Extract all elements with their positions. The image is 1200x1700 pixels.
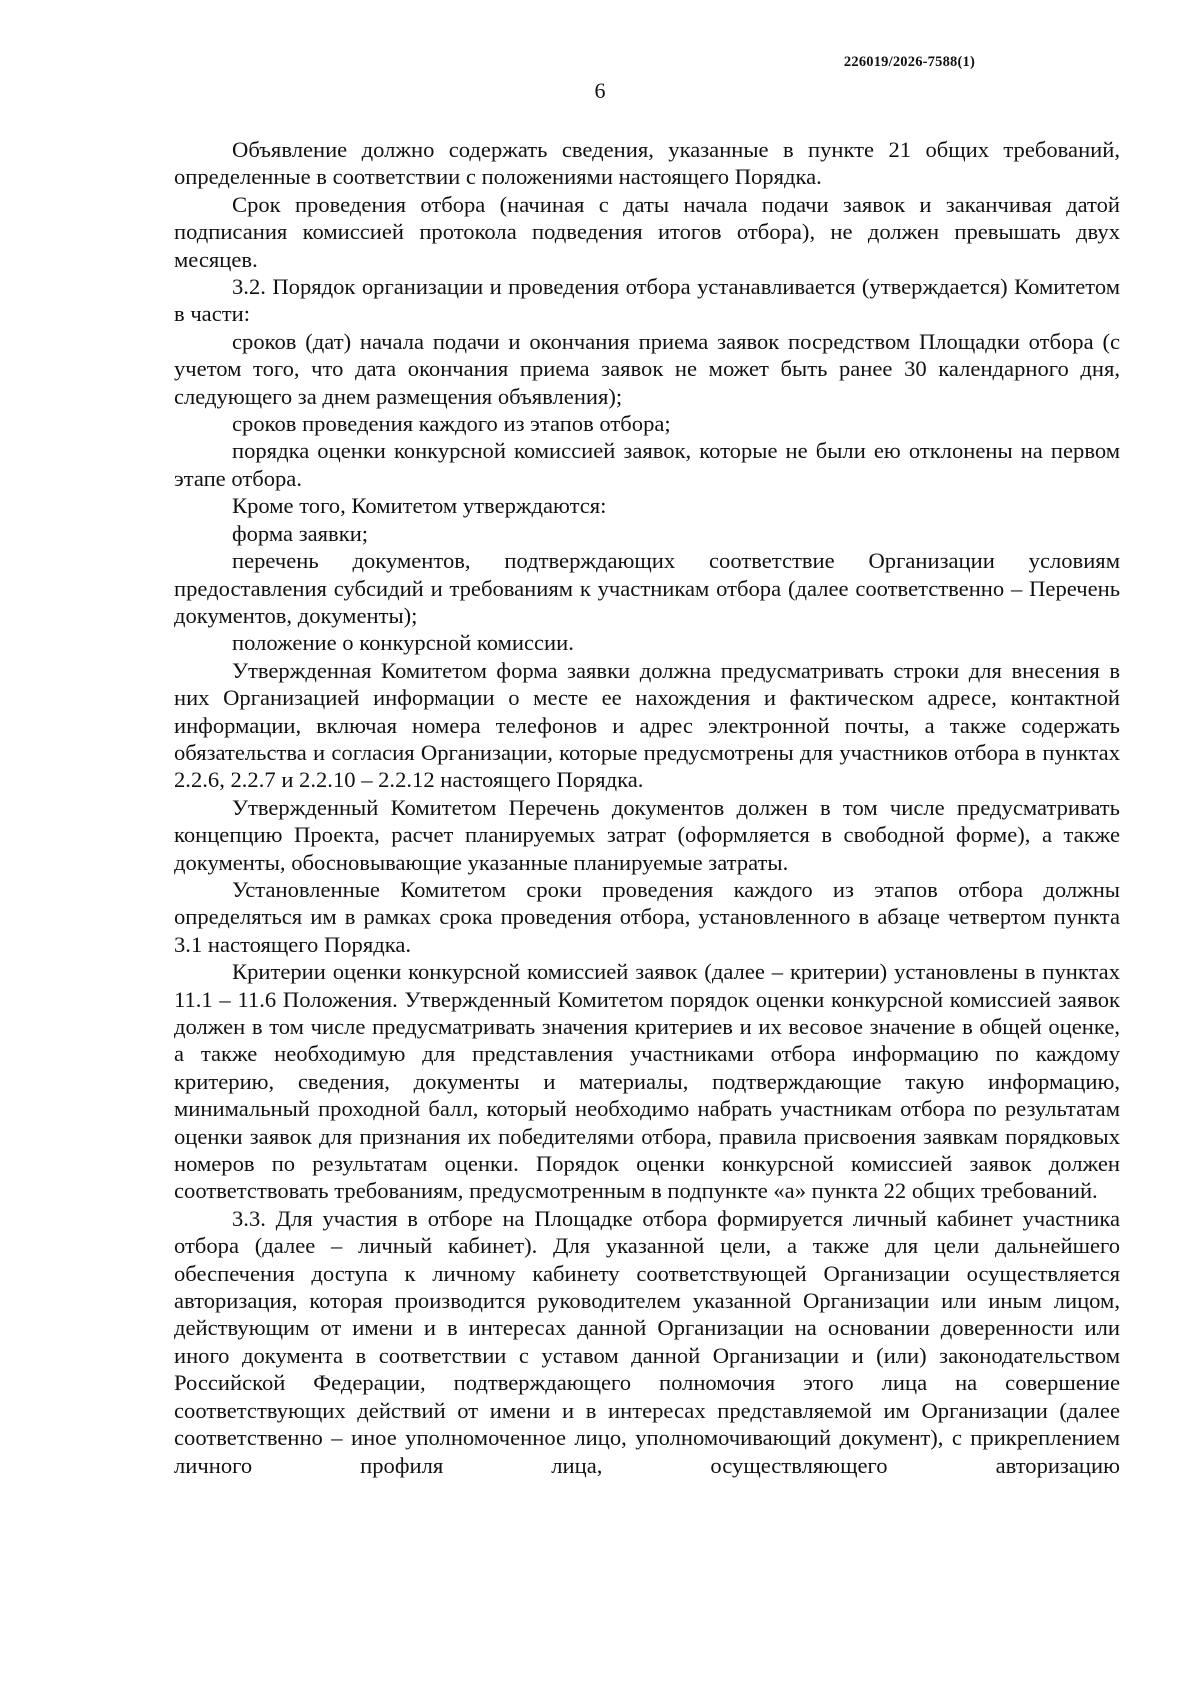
- paragraph: форма заявки;: [232, 520, 369, 546]
- paragraph: Срок проведения отбора (начиная с даты начала подачи заявок и заканчивая датой подписания комиссией протокола подведения итогов отбора), не должен превышать двух месяцев.: [174, 191, 1120, 272]
- paragraph: Критерии оценки конкурсной комиссией заявок (далее – критерии) установлены в пунктах 11.1 – 11.6 Положения. Утвержденный Комитетом порядок оценки конкурсной комиссией заявок должен в том числе предусматривать значения критериев и их весовое значение в общей оценке, а также необходимую для представления участниками отбора информацию по каждому критерию, сведения, документы и материалы, подтверждающие такую информацию, минимальный проходной балл, который необходимо набрать участникам отбора по результатам оценки заявок для признания их победителями отбора, правила присвоения заявкам порядковых номеров по результатам оценки. Порядок оценки конкурсной комиссией заявок должен соответствовать требованиям, предусмотренным в подпункте «а» пункта 22 общих требований.: [174, 959, 1120, 1204]
- paragraph: перечень документов, подтверждающих соответствие Организации условиям предоставления субсидий и требованиям к участникам отбора (далее соответственно – Перечень документов, документы);: [174, 548, 1120, 628]
- paragraph: Утвержденный Комитетом Перечень документов должен в том числе предусматривать концепцию Проекта, расчет планируемых затрат (оформляется в свободной форме), а также документы, обосновывающие указанные планируемые затраты.: [174, 794, 1120, 875]
- paragraph: 3.2. Порядок организации и проведения отбора устанавливается (утверждается) Комитетом в части:: [174, 274, 1120, 327]
- paragraph: порядка оценки конкурсной комиссией заявок, которые не были ею отклонены на первом этапе отбора.: [174, 438, 1120, 491]
- paragraph: Объявление должно содержать сведения, указанные в пункте 21 общих требований, определенные в соответствии с положениями настоящего Порядка.: [174, 137, 1120, 190]
- paragraph: сроков проведения каждого из этапов отбора;: [232, 411, 671, 437]
- paragraph: Утвержденная Комитетом форма заявки должна предусматривать строки для внесения в них Организацией информации о месте ее нахождения и фактическом адресе, контактной информации, включая номера телефонов и адрес электронной почты, а также содержать обязательства и согласия Организации, которые предусмотрены для участников отбора в пунктах 2.2.6, 2.2.7 и 2.2.10 – 2.2.12 настоящего Порядка.: [174, 657, 1120, 793]
- paragraph: сроков (дат) начала подачи и окончания приема заявок посредством Площадки отбора (с учетом того, что дата окончания приема заявок не может быть ранее 30 календарного дня, следующего за днем размещения объявления);: [174, 328, 1120, 409]
- paragraph: 3.3. Для участия в отборе на Площадке отбора формируется личный кабинет участника отбора (далее – личный кабинет). Для указанной цели, а также для цели дальнейшего обеспечения доступа к личному кабинету соответствующей Организации осуществляется авторизация, которая производится руководителем указанной Организации или иным лицом, действующим от имени и в интересах данной Организации на основании доверенности или иного документа в соответствии с уставом данной Организации и (или) законодательством Российской Федерации, подтверждающего полномочия этого лица на совершение соответствующих действий от имени и в интересах представляемой им Организации (далее соответственно – иное уполномоченное лицо, уполномочивающий документ), с прикреплением личного профиля лица, осуществляющего авторизацию: [174, 1205, 1120, 1478]
- page-number: 6: [594, 78, 606, 103]
- document-body: [174, 136, 1120, 1479]
- paragraph: Установленные Комитетом сроки проведения каждого из этапов отбора должны определяться им в рамках срока проведения отбора, установленного в абзаце четвертом пункта 3.1 настоящего Порядка.: [174, 876, 1120, 957]
- paragraph: Кроме того, Комитетом утверждаются:: [232, 493, 607, 519]
- paragraph: положение о конкурсной комиссии.: [232, 630, 574, 656]
- document-number: 226019/2026-7588(1): [843, 54, 975, 70]
